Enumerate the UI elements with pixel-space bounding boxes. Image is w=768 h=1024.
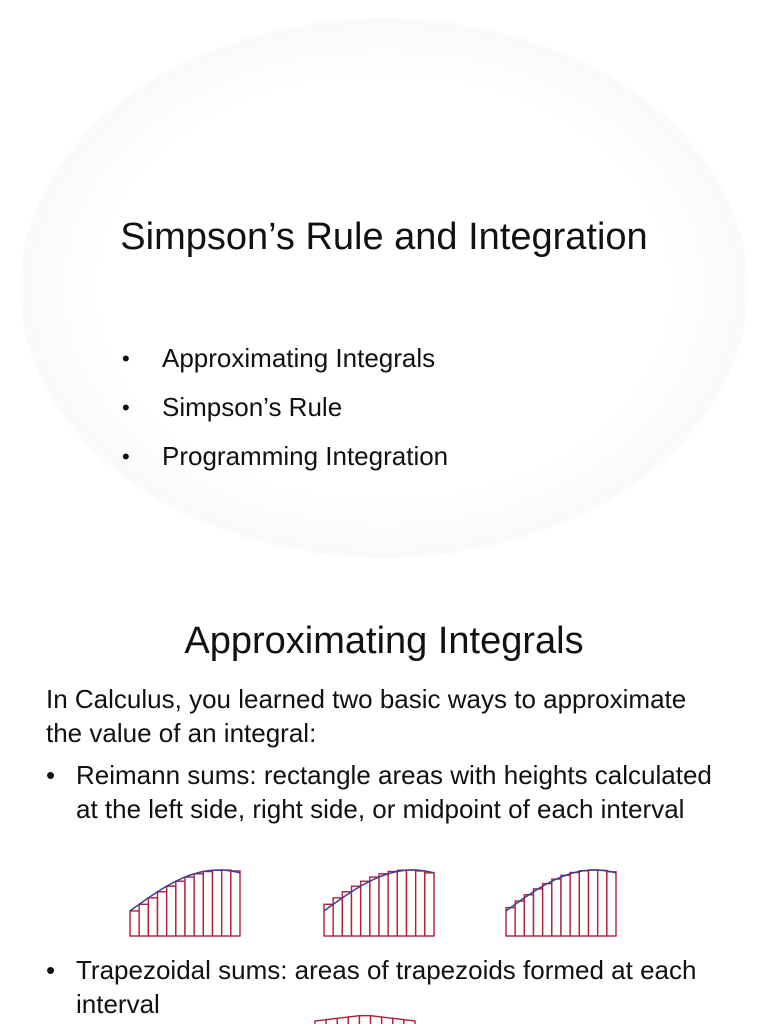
riemann-bar [506,908,515,936]
trapezoid-sum-diagram [310,1011,420,1024]
riemann-bar [397,870,406,936]
riemann-bars [506,870,616,936]
riemann-bar [203,872,212,936]
riemann-bar [570,873,579,936]
slide-title: Approximating Integrals [184,620,584,662]
trapezoid-bar [315,1020,326,1024]
riemann-bar [543,884,552,936]
trapezoid-bar [348,1016,359,1024]
bullet-item: • Programming Integration [122,432,448,481]
bullet-item [46,758,726,826]
riemann-bars [130,870,240,936]
right-riemann-sum-diagram [318,866,440,940]
bullet-icon: • [46,760,56,790]
trapezoid-bar [337,1017,348,1024]
trapezoid-bar [393,1018,404,1024]
riemann-bar [222,870,231,936]
riemann-bar [416,871,425,936]
riemann-bar [213,870,222,936]
riemann-bar [579,871,588,936]
trapezoid-bar [382,1017,393,1024]
trapezoid-bar [371,1016,382,1024]
trapezoid-bars [315,1016,415,1024]
slide-title: Simpson’s Rule and Integration [120,216,648,258]
intro-paragraph: In Calculus, you learned two basic ways to approximate the value of an integral: [46,684,687,748]
bullet-item: • Approximating Integrals [122,334,448,383]
riemann-bar [552,879,561,936]
riemann-bar [607,872,616,936]
riemann-bar [534,889,543,936]
content-slide [0,590,768,1024]
riemann-bar [589,870,598,936]
riemann-bar [148,898,157,936]
riemann-bar [379,874,388,936]
riemann-bar [407,870,416,936]
riemann-bar [524,895,533,936]
riemann-bar [130,911,139,936]
riemann-bar [561,875,570,936]
slide-bullet-list [122,334,448,481]
riemann-bar [167,886,176,936]
left-riemann-sum-diagram [124,866,246,940]
riemann-bar [185,877,194,936]
bullet-text: Reimann sums: rectangle areas with heights calculated at the left side, right side, or midpoint of each interval [76,760,712,824]
midpoint-riemann-sum-diagram [500,866,622,940]
trapezoid-bar [359,1016,370,1024]
riemann-bar [194,874,203,936]
riemann-bar [352,886,361,936]
riemann-bar [158,892,167,936]
riemann-bar [231,871,240,936]
riemann-bar [425,873,434,936]
riemann-bar [342,892,351,936]
riemann-bar [370,877,379,936]
bullet-text: Trapezoidal sums: areas of trapezoids formed at each interval [76,955,697,1019]
riemann-bars [324,870,434,936]
riemann-bar [176,881,185,936]
riemann-bar [598,870,607,936]
bullet-item: • Simpson’s Rule [122,383,448,432]
riemann-bar [139,904,148,936]
riemann-bar [361,881,370,936]
bullet-icon: • [46,955,56,985]
trapezoid-bar [404,1020,415,1024]
riemann-bar [515,901,524,936]
riemann-bar [388,872,397,936]
trapezoid-bar [326,1018,337,1024]
